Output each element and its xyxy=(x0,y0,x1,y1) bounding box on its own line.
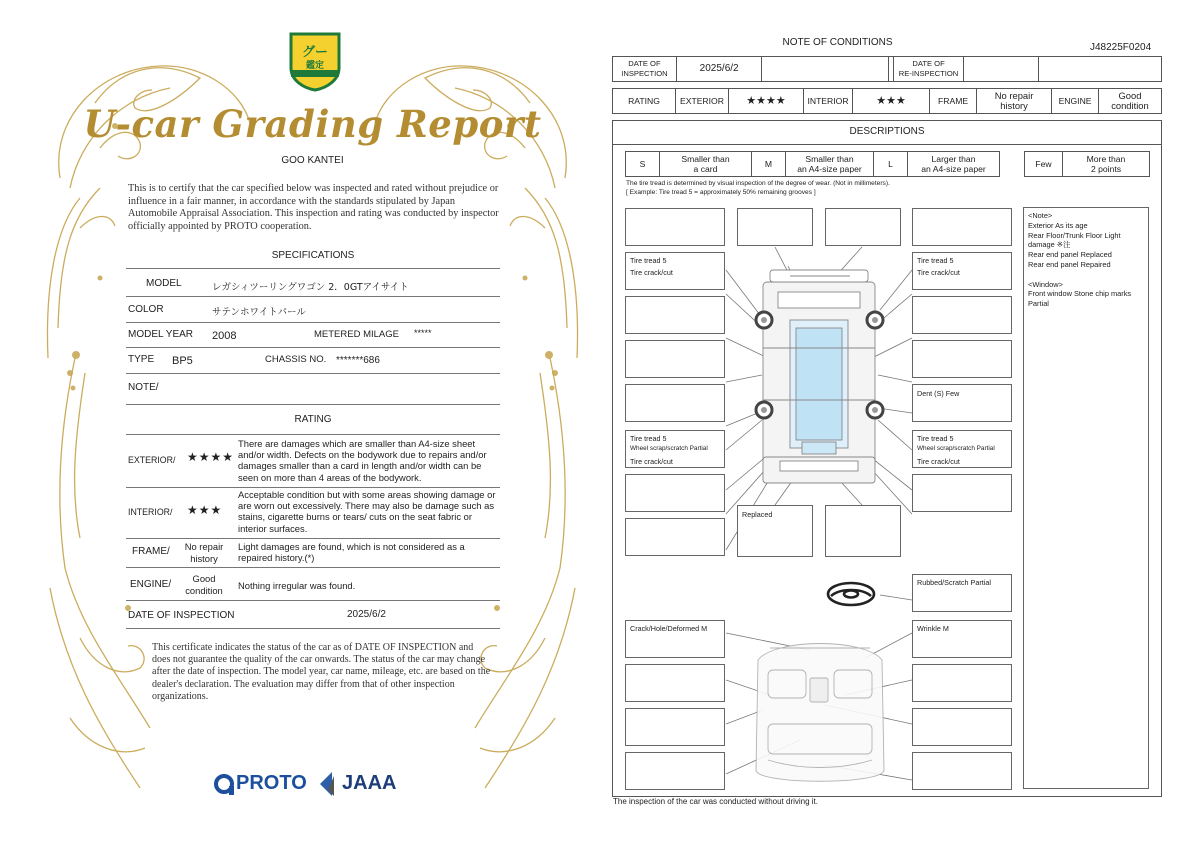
mileage-value: ***** xyxy=(414,328,432,338)
divider xyxy=(126,268,500,269)
color-value: サテンホワイトパール xyxy=(212,307,306,318)
frame-label: FRAME/ xyxy=(132,546,170,557)
legend-few-desc: More than 2 points xyxy=(1063,152,1150,177)
damage-box xyxy=(625,518,725,556)
certificate-title: U-car Grading Report xyxy=(83,102,542,146)
legend-l-desc: Larger than an A4-size paper xyxy=(908,152,1000,177)
engine-label: ENGINE/ xyxy=(130,579,172,590)
reinspection-label: DATE OF RE-INSPECTION xyxy=(894,57,964,82)
interior-label: INTERIOR/ xyxy=(128,507,173,517)
specifications-heading: SPECIFICATIONS xyxy=(271,250,355,261)
organization-logos xyxy=(210,770,410,800)
interior-label: INTERIOR xyxy=(804,89,853,114)
tread-note-line-1: The tire tread is determined by visual inspection of the degree of wear. (Not in millimeters). xyxy=(626,180,890,187)
damage-box xyxy=(625,340,725,378)
legend-m-desc: Smaller than an A4-size paper xyxy=(786,152,874,177)
date-of-inspection-label: DATE OF INSPECTION xyxy=(128,610,235,621)
car-interior-view-icon xyxy=(756,644,884,782)
damage-box xyxy=(912,474,1012,512)
divider xyxy=(126,538,500,539)
damage-box-left-front-tire: Tire tread 5 Tire crack/cut xyxy=(625,252,725,290)
report-id: J48225F0204 xyxy=(1090,42,1152,53)
rating-label: RATING xyxy=(613,89,676,114)
note-line: Rear end panel Replaced xyxy=(1028,250,1112,260)
damage-box xyxy=(737,208,813,246)
exterior-stars: ★★★★ xyxy=(728,89,803,114)
frame-label: FRAME xyxy=(930,89,977,114)
engine-label: ENGINE xyxy=(1052,89,1099,114)
damage-box-right-rear-tire: Tire tread 5 Wheel scrap/scratch Partial Tire crack/cut xyxy=(912,430,1012,468)
legend-s-desc: Smaller than a card xyxy=(660,152,752,177)
color-label: COLOR xyxy=(128,304,164,315)
interior-stars: ★★★ xyxy=(187,503,223,517)
frame-value-line-2: history xyxy=(190,553,218,564)
note-line: Exterior As its age xyxy=(1028,220,1088,230)
grading-certificate xyxy=(40,28,585,828)
note-line: Rear end panel Repaired xyxy=(1028,259,1111,269)
note-of-conditions xyxy=(600,30,1175,820)
gold-ornament-border xyxy=(40,28,585,828)
legend-s: S xyxy=(626,152,660,177)
engine-value-line-2: condition xyxy=(185,585,223,596)
note-line: Front window Stone chip marks Partial xyxy=(1028,289,1132,309)
engine-value: Good condition xyxy=(1098,89,1161,114)
damage-box-right-front-tire: Tire tread 5 Tire crack/cut xyxy=(912,252,1012,290)
divider xyxy=(126,567,500,568)
notes-title: NOTE OF CONDITIONS xyxy=(782,37,893,48)
divider xyxy=(126,487,500,488)
model-label: MODEL xyxy=(146,278,182,289)
bottom-note: The inspection of the car was conducted without driving it. xyxy=(613,797,818,806)
damage-box xyxy=(625,708,725,746)
damage-box xyxy=(625,752,725,790)
damage-box xyxy=(912,340,1012,378)
divider xyxy=(126,373,500,374)
interior-description: Acceptable condition but with some areas showing damage or are worn out excessively. There may also be damage such as stains, cigarette burns or tears/ cuts on the seat fabric or interior surfaces. xyxy=(238,489,496,534)
date-inspection-value: 2025/6/2 xyxy=(676,57,762,82)
damage-box-interior-right: Wrinkle M xyxy=(912,620,1012,658)
damage-box xyxy=(912,664,1012,702)
damage-box-interior-left: Crack/Hole/Deformed M xyxy=(625,620,725,658)
exterior-stars: ★★★★ xyxy=(187,450,235,464)
date-inspection-label: DATE OF INSPECTION xyxy=(613,57,677,82)
car-top-view-icon xyxy=(763,270,875,483)
chassis-value: *******686 xyxy=(336,355,380,366)
certificate-intro: This is to certify that the car specified below was inspected and rated without prejudice or influence in a fair manner, in accordance with the standards stipulated by Japan Automobile Appraisal Association. This inspection and rating was conducted by inspector officially appointed by PROTO cooperation. xyxy=(128,183,499,232)
note-panel xyxy=(1023,207,1149,789)
rating-heading: RATING xyxy=(294,414,332,425)
damage-box xyxy=(912,752,1012,790)
proto-logo-icon xyxy=(214,772,236,796)
damage-box-steering: Rubbed/Scratch Partial xyxy=(912,574,1012,612)
damage-box xyxy=(625,664,725,702)
note-heading: <Note> xyxy=(1028,211,1053,220)
exterior-description: There are damages which are smaller than A4-size sheet and/or width. Defects on the bodywork due to repairs and/or damages smaller than a card in length and/or width can be seen on more than 4 areas of the bodywork. xyxy=(238,438,487,483)
damage-box xyxy=(625,296,725,334)
frame-value-line-1: No repair xyxy=(184,541,224,552)
damage-box xyxy=(625,384,725,422)
type-label: TYPE xyxy=(128,354,155,365)
engine-value-line-1: Good xyxy=(192,573,216,584)
divider xyxy=(126,347,500,348)
descriptions-heading: DESCRIPTIONS xyxy=(612,120,1162,145)
type-value: BP5 xyxy=(172,355,193,367)
damage-box-left-rear-tire: Tire tread 5 Wheel scrap/scratch Partial Tire crack/cut xyxy=(625,430,725,468)
note-label: NOTE/ xyxy=(128,382,159,393)
proto-logo-text: PROTO xyxy=(236,772,307,794)
chassis-label: CHASSIS NO. xyxy=(265,354,327,365)
svg-text:鑑定: 鑑定 xyxy=(305,61,325,71)
damage-box xyxy=(912,296,1012,334)
damage-box xyxy=(912,708,1012,746)
damage-box xyxy=(625,208,725,246)
divider xyxy=(126,600,500,601)
model-value: レガシィツーリングワゴン 2．0GTアイサイト xyxy=(212,282,409,293)
divider xyxy=(126,296,500,297)
exterior-label: EXTERIOR xyxy=(676,89,729,114)
goo-kantei-badge-icon xyxy=(287,30,343,92)
divider xyxy=(126,322,500,323)
svg-text:グー: グー xyxy=(301,45,329,60)
legend-l: L xyxy=(874,152,908,177)
engine-description: Nothing irregular was found. xyxy=(238,580,356,591)
legend-m: M xyxy=(752,152,786,177)
divider xyxy=(126,404,500,405)
model-year-value: 2008 xyxy=(212,330,237,342)
divider xyxy=(126,628,500,629)
steering-wheel-icon xyxy=(828,583,874,605)
exterior-label: EXTERIOR/ xyxy=(128,455,176,465)
divider xyxy=(126,434,500,435)
note-line: Rear Floor/Trunk Floor Light damage ※注 xyxy=(1028,230,1121,250)
model-year-label: MODEL YEAR xyxy=(128,329,194,340)
damage-box xyxy=(912,208,1012,246)
certificate-subtitle: GOO KANTEI xyxy=(281,155,344,166)
interior-stars: ★★★ xyxy=(852,89,929,114)
damage-box xyxy=(625,474,725,512)
mileage-label: METERED MILAGE xyxy=(314,329,399,340)
frame-description: Light damages are found, which is not considered as a repaired history.(*) xyxy=(238,541,465,564)
certificate-footer: This certificate indicates the status of the car as of DATE OF INSPECTION and does not guarantee the quality of the car onwards. The status of the car may change after the date of inspection. The model year, car name, mileage, etc. are based on the dealer's declaration. The evaluation may differ from that of other inspection organizations. xyxy=(152,642,491,702)
damage-box xyxy=(825,505,901,557)
window-heading: <Window> xyxy=(1028,279,1063,289)
date-of-inspection-value: 2025/6/2 xyxy=(347,609,386,620)
tread-note-line-2: [ Example: Tire tread 5 = approximately 50% remaining grooves ] xyxy=(626,189,816,196)
damage-box-rear-bottom: Replaced xyxy=(737,505,813,557)
jaaa-logo-text: JAAA xyxy=(342,772,397,794)
jaaa-logo-icon xyxy=(318,770,338,798)
damage-box-right-mid: Dent (S) Few xyxy=(912,384,1012,422)
legend-few: Few xyxy=(1025,152,1063,177)
damage-box xyxy=(825,208,901,246)
frame-value: No repair history xyxy=(976,89,1051,114)
